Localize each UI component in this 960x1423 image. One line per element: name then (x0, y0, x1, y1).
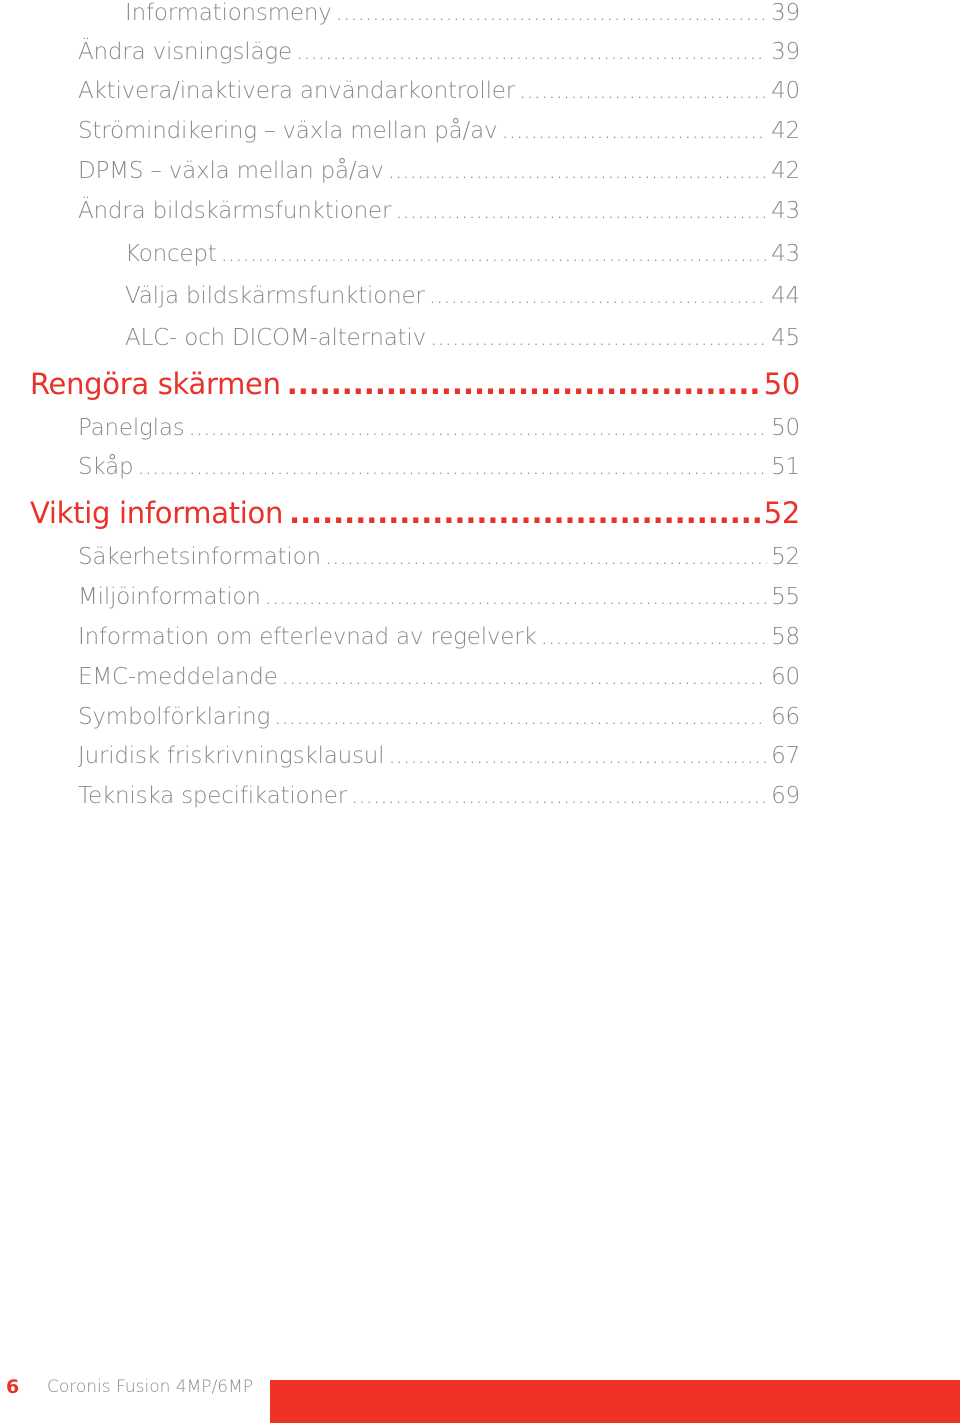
toc-entry-title: DPMS – växla mellan på/av (78, 158, 384, 184)
toc-entry-title: Symbolförklaring (78, 704, 271, 730)
toc-dot-leader (274, 704, 767, 730)
footer-page-number: 6 (6, 1376, 20, 1398)
toc-entry-page: 50 (771, 415, 800, 441)
toc-entry-page: 55 (771, 584, 800, 610)
toc-entry-page: 39 (771, 39, 800, 65)
toc-entry-title: Panelglas (78, 415, 185, 441)
toc-entry (125, 0, 800, 26)
toc-entry-title: EMC-meddelande (78, 664, 278, 690)
toc-dot-leader (137, 454, 767, 480)
toc-dot-leader (351, 783, 767, 809)
toc-entry-page: 67 (771, 743, 800, 769)
toc-entry-title: Ändra visningsläge (78, 39, 292, 65)
toc-entry-title: Ändra bildskärmsfunktioner (78, 198, 392, 224)
toc-entry (125, 283, 800, 309)
toc-dot-leader (430, 325, 767, 351)
toc-dot-leader (325, 544, 767, 570)
toc-entry (78, 664, 800, 690)
footer-product-name: Coronis Fusion 4MP/6MP (47, 1377, 254, 1397)
toc-dot-leader (189, 415, 768, 441)
toc-entry (78, 39, 800, 65)
toc-entry-page: 42 (771, 118, 800, 144)
toc-entry (78, 783, 800, 809)
toc-entry-title: Miljöinformation (78, 584, 261, 610)
toc-entry-page: 42 (771, 158, 800, 184)
toc-entry (78, 454, 800, 480)
toc-dot-leader (289, 496, 762, 530)
toc-dot-leader (388, 158, 767, 184)
toc-entry-page: 44 (771, 283, 800, 309)
toc-entry (78, 743, 800, 769)
toc-dot-leader (296, 39, 767, 65)
toc-entry (78, 198, 800, 224)
toc-entry (78, 704, 800, 730)
toc-dot-leader (221, 241, 768, 267)
toc-entry-title: Viktig information (30, 496, 284, 530)
toc-entry-page: 51 (771, 454, 800, 480)
toc-entry (78, 624, 800, 650)
toc-entry-title: Juridisk friskrivningsklausul (78, 743, 385, 769)
toc-entry (30, 367, 800, 401)
toc-entry-page: 43 (771, 241, 800, 267)
toc-entry (78, 584, 800, 610)
toc-entry-title: Skåp (78, 454, 134, 480)
toc-dot-leader (388, 743, 767, 769)
toc-entry (78, 544, 800, 570)
toc-entry-page: 52 (763, 496, 800, 530)
toc-entry-title: Tekniska specifikationer (78, 783, 348, 809)
toc-entry (78, 78, 800, 104)
toc-entry-title: Information om efterlevnad av regelverk (78, 624, 537, 650)
toc-dot-leader (395, 198, 767, 224)
toc-entry-page: 69 (771, 783, 800, 809)
toc-dot-leader (519, 78, 767, 104)
toc-entry (78, 415, 800, 441)
toc-entry-page: 50 (763, 367, 800, 401)
toc-entry-page: 39 (771, 0, 800, 26)
toc-entry-page: 58 (771, 624, 800, 650)
toc-entry-title: Säkerhetsinformation (78, 544, 321, 570)
toc-dot-leader (282, 664, 767, 690)
footer-accent-bar (270, 1380, 960, 1423)
toc-entry (30, 496, 800, 530)
toc-dot-leader (501, 118, 767, 144)
toc-entry (125, 241, 800, 267)
toc-dot-leader (287, 367, 762, 401)
toc-entry-page: 45 (771, 325, 800, 351)
toc-entry-page: 40 (771, 78, 800, 104)
toc-entry-page: 60 (771, 664, 800, 690)
toc-entry-title: Strömindikering – växla mellan på/av (78, 118, 498, 144)
toc-entry-title: ALC- och DICOM-alternativ (125, 325, 427, 351)
toc-entry-title: Välja bildskärmsfunktioner (125, 283, 425, 309)
toc-entry (125, 325, 800, 351)
toc-dot-leader (265, 584, 767, 610)
toc-entry-page: 43 (771, 198, 800, 224)
toc-entry (78, 158, 800, 184)
toc-entry-title: Koncept (125, 241, 217, 267)
toc-entry-page: 52 (771, 544, 800, 570)
toc-entry-title: Informationsmeny (125, 0, 332, 26)
toc-entry-title: Rengöra skärmen (30, 367, 281, 401)
toc-entry (78, 118, 800, 144)
toc-entry-page: 66 (771, 704, 800, 730)
toc-dot-leader (541, 624, 767, 650)
toc-dot-leader (429, 283, 767, 309)
toc-dot-leader (336, 0, 767, 26)
toc-entry-title: Aktivera/inaktivera användarkontroller (78, 78, 516, 104)
